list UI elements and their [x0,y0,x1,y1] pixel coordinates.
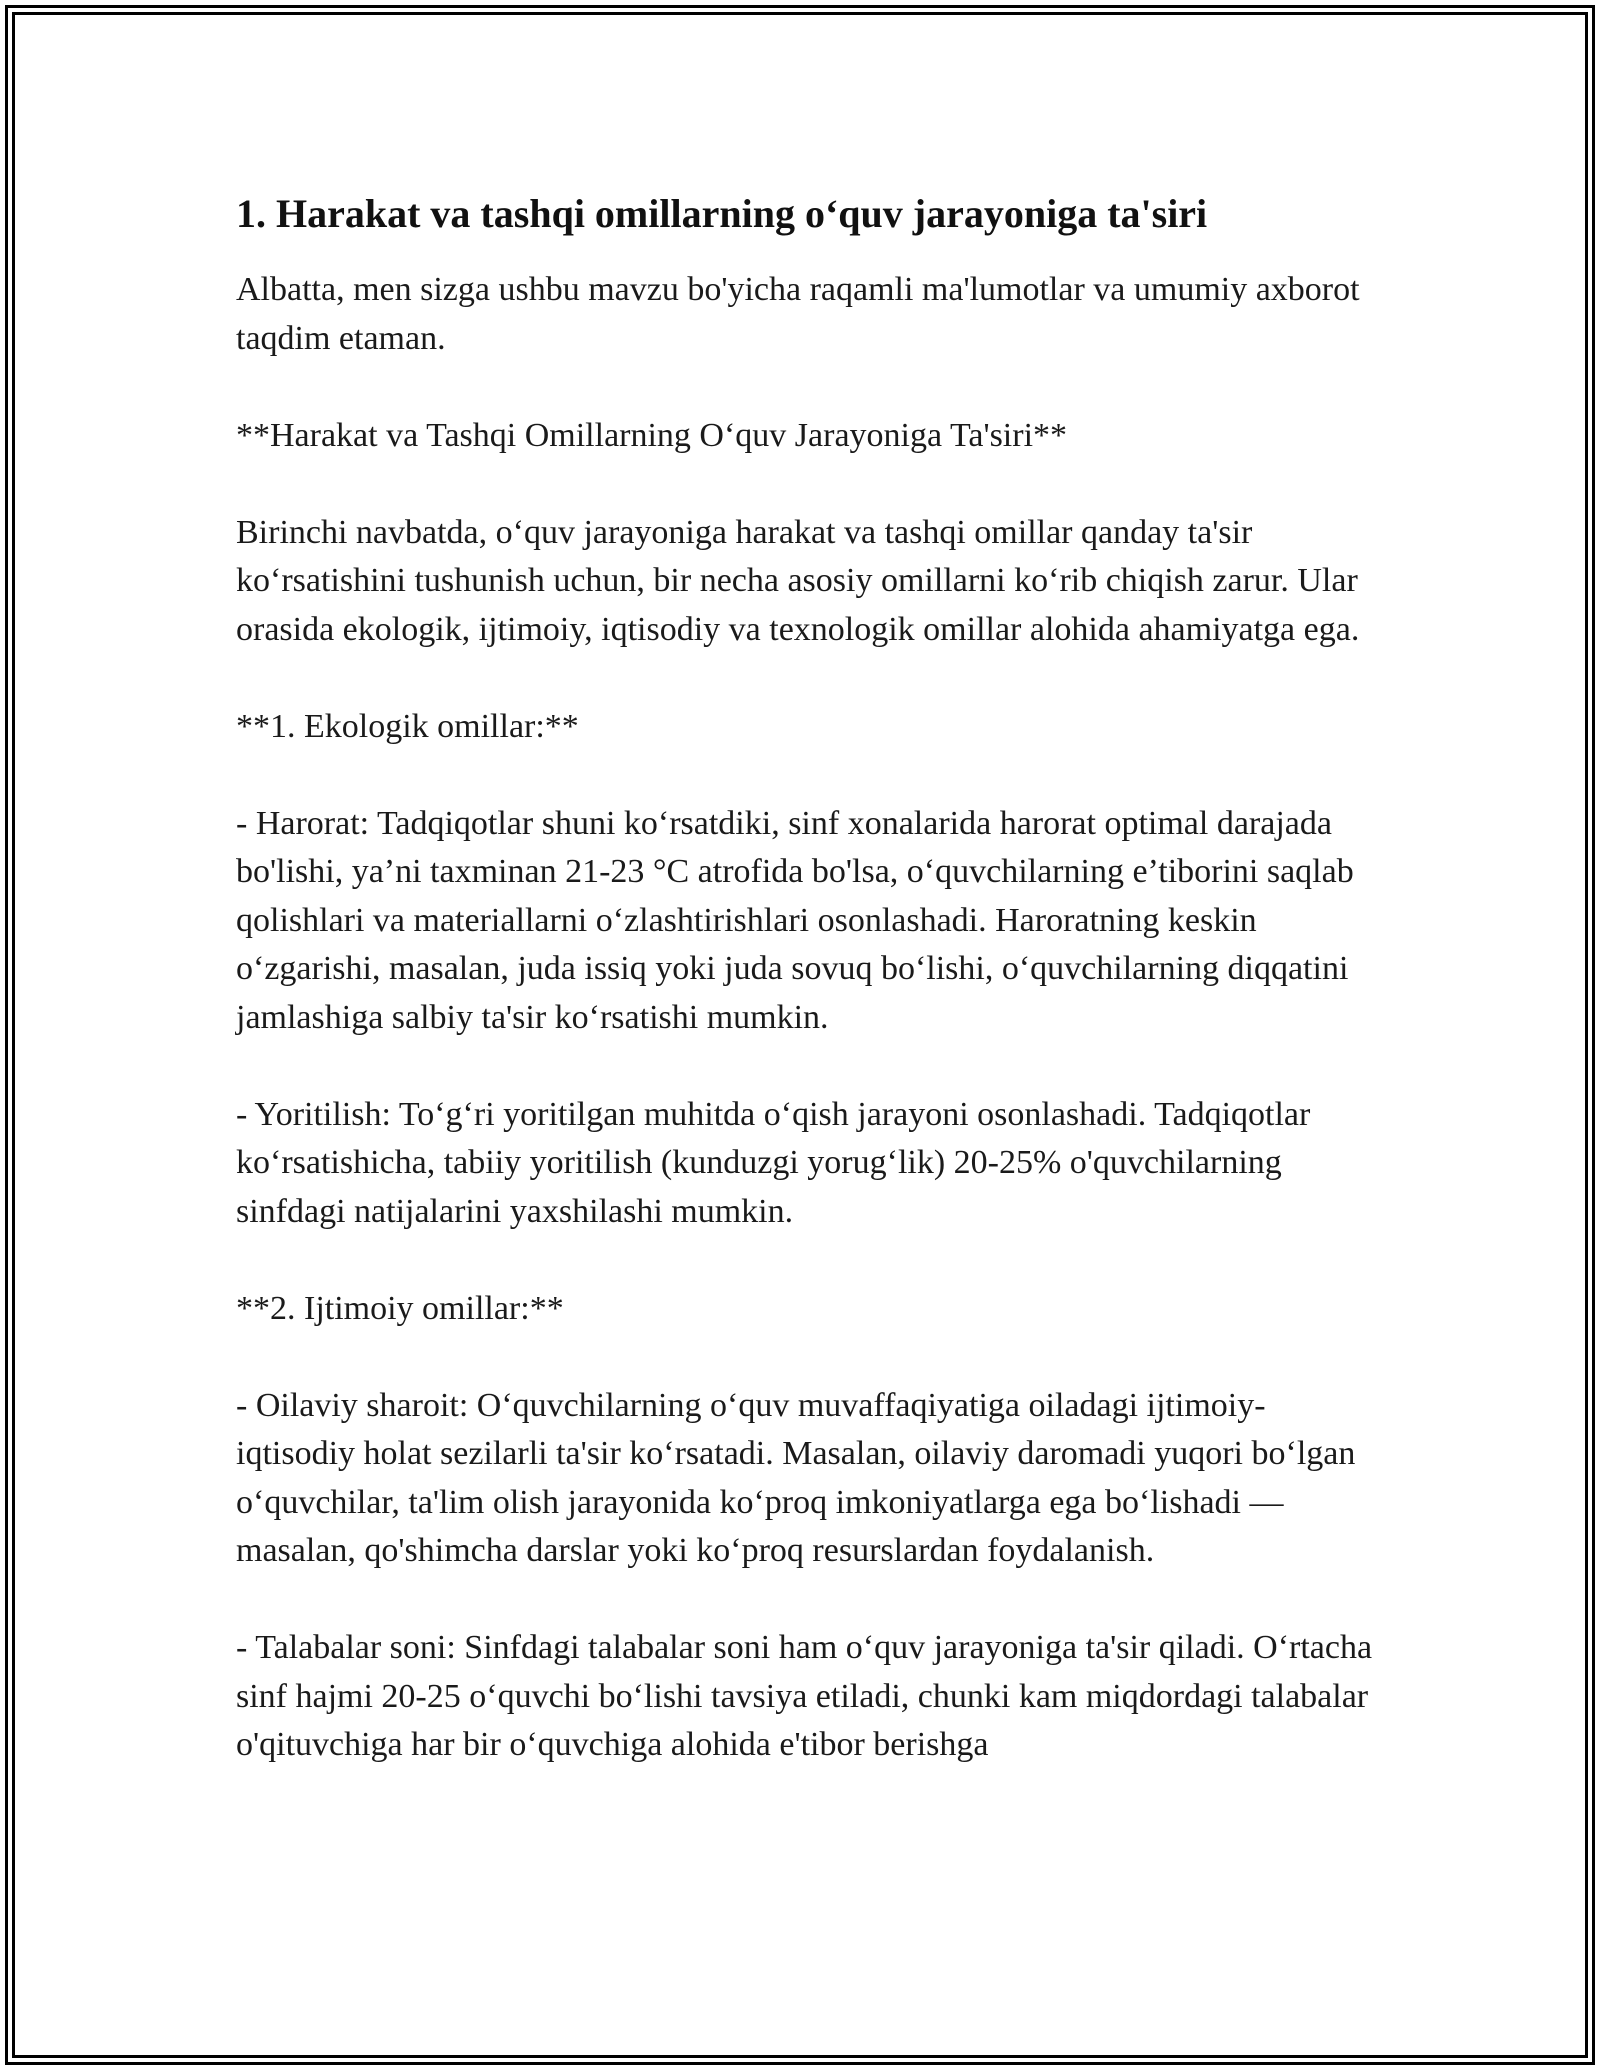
spacer [236,654,1376,703]
spacer [236,1236,1376,1285]
spacer [236,363,1376,412]
spacer [236,1042,1376,1091]
spacer [236,242,1376,266]
spacer [236,751,1376,800]
spacer [236,1333,1376,1382]
spacer [236,1576,1376,1625]
class-size-paragraph: - Talabalar soni: Sinfdagi talabalar soni ham o‘quv jarayoniga ta'sir qiladi. O‘rtacha sinf hajmi 20-25 o‘quvchi bo‘lishi tavsiya etiladi, chunki kam miqdordagi talabalar o'qituvchiga har bir o‘quvchiga alohida e'tibor berishga [236,1629,1373,1763]
subtitle-paragraph: **Harakat va Tashqi Omillarning O‘quv Jarayoniga Ta'siri** [236,416,1068,454]
document-body [236,186,1376,1770]
intro-paragraph: Albatta, men sizga ushbu mavzu bo'yicha raqamli ma'lumotlar va umumiy axborot taqdim etaman. [236,271,1360,357]
spacer [236,460,1376,509]
section-heading-ecological: **1. Ekologik omillar:** [236,707,579,745]
family-paragraph: - Oilaviy sharoit: O‘quvchilarning o‘quv muvaffaqiyatiga oiladagi ijtimoiy-iqtisodiy holat sezilarli ta'sir ko‘rsatadi. Masalan, oilaviy daromadi yuqori bo‘lgan o‘quvchilar, ta'lim olish jarayonida ko‘proq imkoniyatlarga ega bo‘lishadi — masalan, qo'shimcha darslar yoki ko‘proq resurslardan foydalanish. [236,1386,1356,1569]
temperature-paragraph: - Harorat: Tadqiqotlar shuni ko‘rsatdiki, sinf xonalarida harorat optimal darajada bo'lishi, ya’ni taxminan 21-23 °C atrofida bo'lsa, o‘quvchilarning e’tiborini saqlab qolishlari va materiallarni o‘zlashtirishlari osonlashadi. Haroratning keskin o‘zgarishi, masalan, juda issiq yoki juda sovuq bo‘lishi, o‘quvchilarning diqqatini jamlashiga salbiy ta'sir ko‘rsatishi mumkin. [236,804,1354,1036]
section-heading-social: **2. Ijtimoiy omillar:** [236,1289,564,1327]
overview-paragraph: Birinchi navbatda, o‘quv jarayoniga harakat va tashqi omillar qanday ta'sir ko‘rsatishini tushunish uchun, bir necha asosiy omillarni ko‘rib chiqish zarur. Ular orasida ekologik, ijtimoiy, iqtisodiy va texnologik omillar alohida ahamiyatga ega. [236,513,1360,648]
document-title: 1. Harakat va tashqi omillarning o‘quv jarayoniga ta'siri [236,191,1208,236]
lighting-paragraph: - Yoritilish: To‘g‘ri yoritilgan muhitda o‘qish jarayoni osonlashadi. Tadqiqotlar ko‘rsatishicha, tabiiy yoritilish (kunduzgi yorug‘lik) 20-25% o'quvchilarning sinfdagi natijalarini yaxshilashi mumkin. [236,1095,1311,1230]
